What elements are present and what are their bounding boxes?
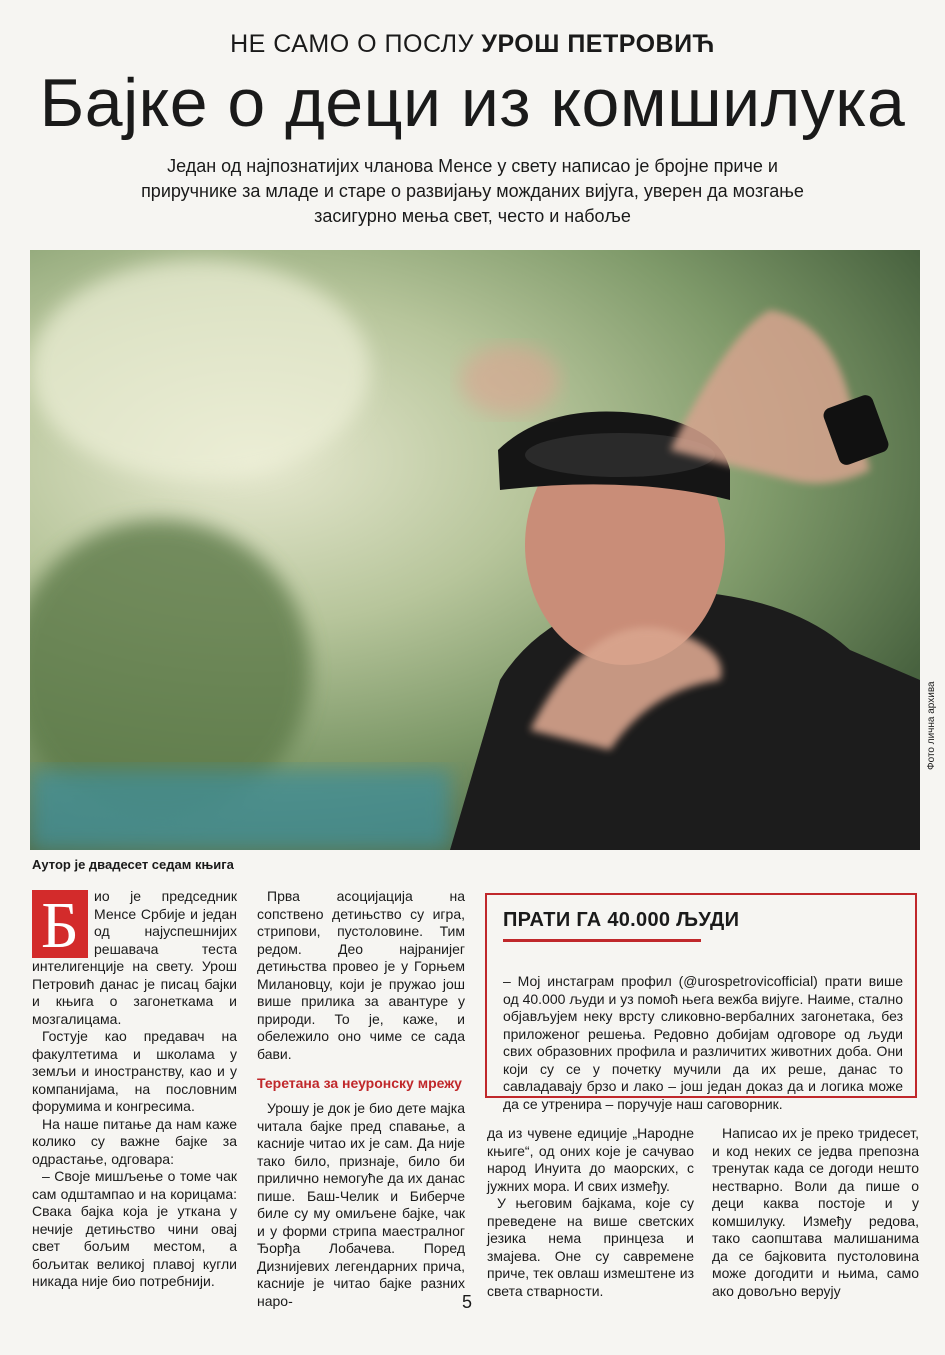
sidebar-box [485,893,917,1112]
paragraph: Урошу је док је био дете мајка читала бајке пред спавање, а касније читао их је сам. Да није тако било, признаје, било би прилично немогуће да их данас пише. Баш-Челик и Биберче биле су му омиљене бајке, чак и у форми стрипа маестралног Ђорђа Лобачева. Поред Дизнијевих легендарних прича, касније је читао бајке разних наро- [257,1100,465,1309]
article-column-3 [487,1125,694,1300]
paragraph: Написао их је преко тридесет, и код неких се једва препозна тренутак када се догоди нешто нестварно. Воли да пише о деци каква постоје и у комшилуку. Између редова, тако саопштава малишанима да се бајковита пустоловина може догодити и њима, само ако довољно верују [712,1125,919,1299]
paragraph: У његовим бајкама, које су преведене на више светских језика нема принцеза и змајева. Оне су савремене приче, тек овлаш измештене из света стварности. [487,1195,694,1299]
article-column-4 [712,1125,919,1300]
drop-cap: Б [32,890,88,958]
sidebar-box-text: – Мој инстаграм профил (@urospetrovicofficial) прати више од 40.000 људи и уз помоћ њега вежба вијуге. Наиме, стално објављујем неку врсту сликовно-вербалних загонетака, без приложеног решења. Редовно добијам одговоре од људи свих образовних профила и различитих животних доба. Они који су се у почетку мучили да их реше, данас то савладавају брзо и лако – још један доказ да и логика може да се утренира – поручује наш саговорник. [503,973,903,1112]
paragraph: – Своје мишљење о томе чак сам одштампао и на корицама: Свака бајка која је уткана у нечије детињство чини овај свет бољим местом, а бољитак великој плавој кугли никада није био потребнији. [32,1168,237,1289]
author-photo [30,250,920,850]
kicker-section: НЕ САМО О ПОСЛУ [230,30,474,58]
paragraph: ио је председник Менсе Србије и један од најуспешнијих решавача теста интелигенције на свету. Урош Петровић данас је писац бајки и књига о загонеткама и мозгалицама. [32,888,237,1027]
paragraph: Гостује као предавач на факултетима и школама у земљи и иностранству, као и у компанијама, на пословним форумима и конгресима. [32,1028,237,1114]
section-kicker [0,30,945,59]
page-number: 5 [462,1292,473,1312]
photo-caption: Аутор је двадесет седам књига [32,857,234,872]
paragraph: На наше питање да нам каже колико су важне бајке за одрастање, одговара: [32,1115,237,1167]
subheading: Теретана за неуронску мрежу [257,1075,462,1091]
article-column-2 [257,888,465,1310]
deck: Један од најпознатијих чланова Менсе у свету написао је бројне приче и приручнике за младе и старе о развијању можданих вијуга, уверен да мозгање засигурно мења свет, често и набоље [141,156,804,226]
paragraph: да из чувене едиције „Народне књиге“, од оних које је сачувао народ Инуита до маорских, с јужних мора. И свих између. [487,1125,694,1194]
photo-illustration [30,250,920,850]
sidebar-box-rule [503,939,701,942]
kicker-name: УРОШ ПЕТРОВИЋ [481,30,715,58]
photo-credit: Фото лична архива [926,681,937,770]
paragraph: Прва асоцијација на сопствено детињство су игра, стрипови, пустоловине. Тим редом. Део најранијег детињства провео је у Горњем Милановцу, који је пружао још више прилика за авантуре у природи. То је, каже, и обележило оно чиме се сада бави. [257,888,465,1062]
sidebar-box-title: ПРАТИ ГА 40.000 ЉУДИ [503,909,740,931]
headline: Бајке о деци из комшилука [39,65,906,141]
article-column-1 [32,888,237,1291]
